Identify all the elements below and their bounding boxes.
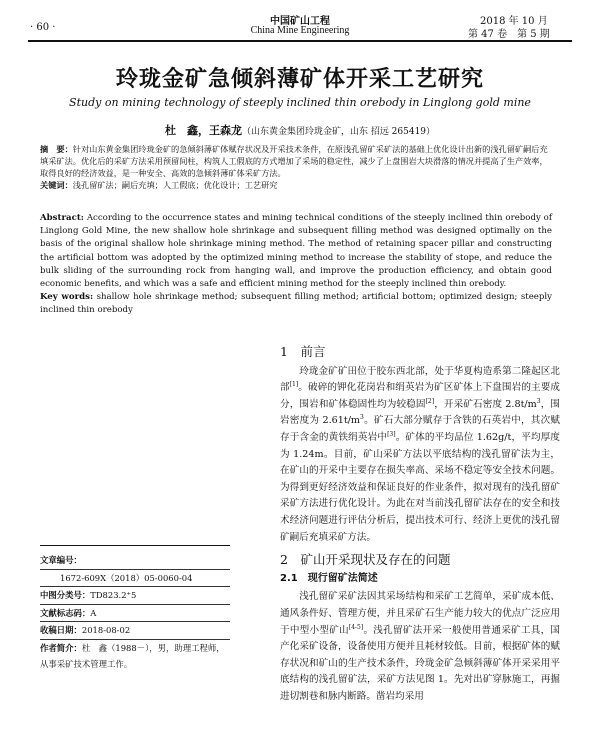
article-info [40, 552, 230, 673]
abstract-en-label: Abstract: [40, 213, 84, 223]
clc-label: 中图分类号： [40, 590, 91, 600]
doc-number: 1672-609X（2018）05-0060-04 [60, 572, 193, 583]
lit-code-label: 文献标志码： [40, 607, 91, 618]
keywords-cn-label: 关键词： [40, 180, 73, 190]
bio-label: 作者简介： [40, 642, 82, 653]
issue-date: 2018 年 10 月 [480, 16, 548, 27]
doc-code-label: 文章编号： [40, 555, 82, 565]
title-en: Study on mining technology of steeply inclined thin orebody in Linglong gold mine [69, 96, 531, 109]
author-bio: 杜 鑫（1988－），男，助理工程师，从事采矿技术管理工作。 [40, 642, 225, 669]
section-2-heading: 2 矿山开采现状及存在的问题 [280, 552, 451, 568]
abstract-en [40, 212, 552, 318]
lit-code: A [90, 607, 97, 618]
keywords-cn-text: 浅孔留矿法；嗣后充填；人工假底；优化设计；工艺研究 [72, 180, 278, 190]
author-line [0, 122, 600, 138]
abstract-cn-text: 针对山东黄金集团玲珑金矿的急倾斜薄矿体赋存状况及开采技术条件，在原浅孔留矿采矿法的基础上优化设计出新的浅孔留矿嗣后充填采矿法。优化后的采矿方法采用预留间柱，构筑人工假底的方式增加了采场的稳定性，减少了上盘围岩大块滑落的情况并提高了生产效率，取得良好的经济效益，是一种安全、高效的急倾斜薄矿体采矿方法。 [40, 144, 548, 178]
section-2-1-heading: 2.1 现行留矿法简述 [280, 572, 378, 584]
section-1-heading: 1 前言 [280, 344, 326, 359]
abstract-cn-label: 摘 要： [40, 144, 73, 154]
journal-name-en: China Mine Engineering [250, 25, 350, 36]
section-1-paragraph: 玲珑金矿矿田位于胶东西北部，处于华夏构造系第二隆起区北部[1]。破碎的钾化花岗岩和绢英岩为矿区矿体上下盘围岩的主要成分，围岩和矿体稳固性均为较稳固[2]，开采矿石密度 $2.8t/m^3$，围岩密度为 $2.61t/m^3$。矿石大部分赋存于含铁的石英岩中，其次赋存于含金的黄铁绢英岩中[3]。矿体的平均品位 1.62g/t，平均厚度为 1.24m。目前，矿山采矿方法以平底结构的浅孔留矿法为主，在矿山的开采中主要存在损失率高、采场不稳定等安全技术问题。为得到更好经济效益和保证良好的作业条件，拟对现有的浅孔留矿采矿方法进行优化设计。为此在对当前浅孔留矿法存在的安全和技术经济问题进行评估分析后，提出技术可行、经济上更优的浅孔留矿嗣后充填采矿方法。 [280, 365, 561, 543]
info-top-rule [40, 545, 230, 546]
keywords-en-label: Key words: [40, 292, 94, 303]
body-column [280, 344, 560, 705]
journal-name-cn: 中国矿山工程 [270, 16, 330, 27]
received-date: 2018-08-02 [81, 625, 131, 635]
abstract-en-text: According to the occurrence states and mining technical conditions of the steeply inclined thin orebody of Linglong Gold Mine, the new shallow hole shrinkage and subsequent filling method was designed optimally on the basis of the original shallow hole shrinkage mining method. The method of retaining spacer pillar and constructing the artificial bottom was adopted by the optimized mining method to increase the stability of stope, and reduce the bulk sliding of the surrounding rock from hanging wall, and improve the production efficiency, and obtain good economic benefits, and which was a safe and efficient mining method for the steeply inclined thin orebody. [40, 213, 553, 290]
author-affiliation: （山东黄金集团玲珑金矿，山东 招远 265419） [241, 127, 436, 137]
author-names: 杜 鑫，王森龙 [164, 124, 242, 137]
issue-volume: 第 47 卷 第 5 期 [468, 29, 550, 40]
header-rule [28, 40, 572, 42]
title-cn: 玲珑金矿急倾斜薄矿体开采工艺研究 [115, 67, 484, 92]
clc-code: TD823.2⁺5 [90, 590, 137, 600]
keywords-en-text: shallow hole shrinkage method; subsequent filling method; artificial bottom; optimized design; steeply inclined thin orebody [40, 292, 552, 316]
received-label: 收稿日期： [40, 625, 82, 635]
abstract-cn [40, 143, 552, 191]
section-2-1-paragraph: 浅孔留矿采矿法因其采场结构和采矿工艺简单，采矿成本低、通风条件好、管理方便，并且采矿石生产能力较大的优点广泛应用于中型小型矿山[4-5]。浅孔留矿法开采一般使用普通采矿工具，国产化采矿设备，设备使用方便并且耗材较低。目前，根据矿体的赋存状况和矿山的生产技术条件，玲珑金矿急倾斜薄矿体开采采用平底结构的浅孔留矿法，采矿方法见图 1。先对出矿穿脉施工，再掘进切割巷和脉内断路。凿岩均采用 [280, 591, 561, 702]
page-number: · 60 · [30, 22, 56, 33]
